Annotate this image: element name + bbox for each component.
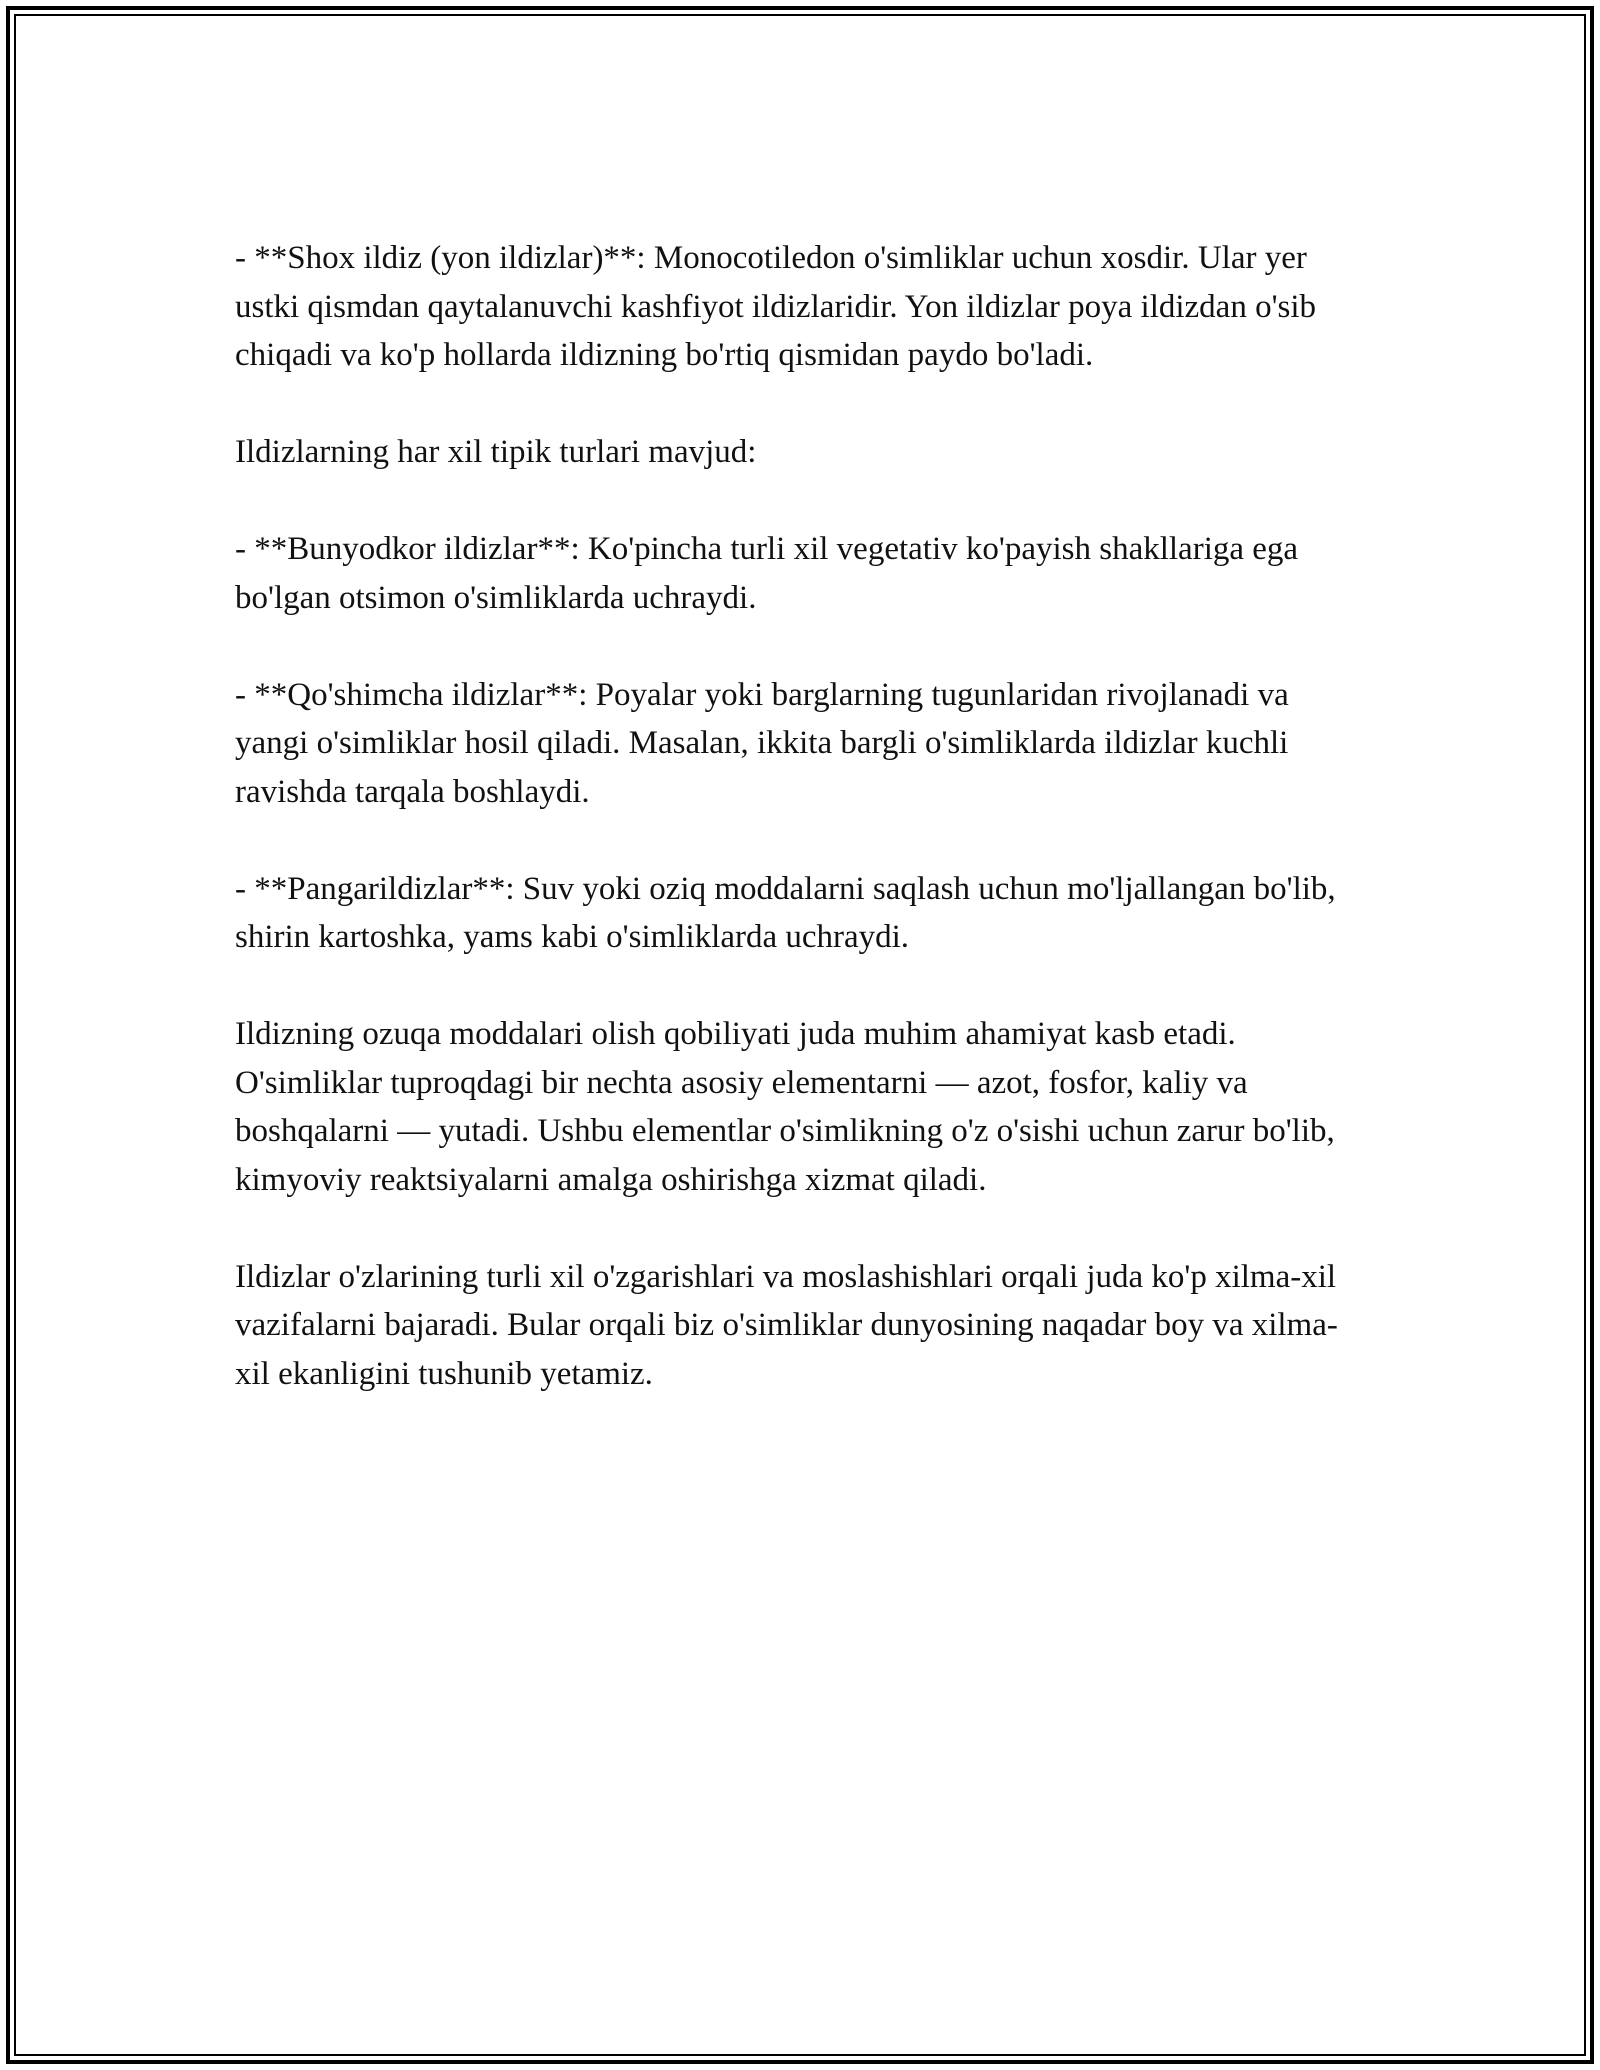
paragraph-pangarildizlar: - **Pangarildizlar**: Suv yoki oziq moddalarni saqlash uchun mo'ljallangan bo'lib, shirin kartoshka, yams kabi o'simliklarda uchraydi. bbox=[235, 870, 1336, 955]
paragraph-shox-ildiz: - **Shox ildiz (yon ildizlar)**: Monocotiledon o'simliklar uchun xosdir. Ular yer ustki qismdan qaytalanuvchi kashfiyot ildizlaridir. Yon ildizlar poya ildizdan o'sib chiqadi va ko'p hollarda ildizning bo'rtiq qismidan paydo bo'ladi. bbox=[235, 240, 1317, 373]
paragraph-ozuqa-moddalari: Ildizning ozuqa moddalari olish qobiliyati juda muhim ahamiyat kasb etadi. O'simliklar tuproqdagi bir nechta asosiy elementarni — azot, fosfor, kaliy va boshqalarni — yutadi. Ushbu elementlar o'simlikning o'z o'sishi uchun zarur bo'lib, kimyoviy reaktsiyalarni amalga oshirishga xizmat qiladi. bbox=[235, 1016, 1335, 1198]
paragraph-qoshimcha-ildizlar: - **Qo'shimcha ildizlar**: Poyalar yoki barglarning tugunlaridan rivojlanadi va yangi o'simliklar hosil qiladi. Masalan, ikkita bargli o'simliklarda ildizlar kuchli ravishda tarqala boshlaydi. bbox=[235, 676, 1289, 810]
paragraph-ildiz-turlari-intro: Ildizlarning har xil tipik turlari mavjud: bbox=[235, 434, 757, 470]
document-body bbox=[235, 234, 1370, 1447]
paragraph-xulosa: Ildizlar o'zlarining turli xil o'zgarishlari va moslashishlari orqali juda ko'p xilma-xil vazifalarni bajaradi. Bular orqali biz o'simliklar dunyosining naqadar boy va xilma-xil ekanligini tushunib yetamiz. bbox=[235, 1258, 1338, 1392]
paragraph-bunyodkor-ildizlar: - **Bunyodkor ildizlar**: Ko'pincha turli xil vegetativ ko'payish shakllariga ega bo'lgan otsimon o'simliklarda uchraydi. bbox=[235, 531, 1299, 616]
